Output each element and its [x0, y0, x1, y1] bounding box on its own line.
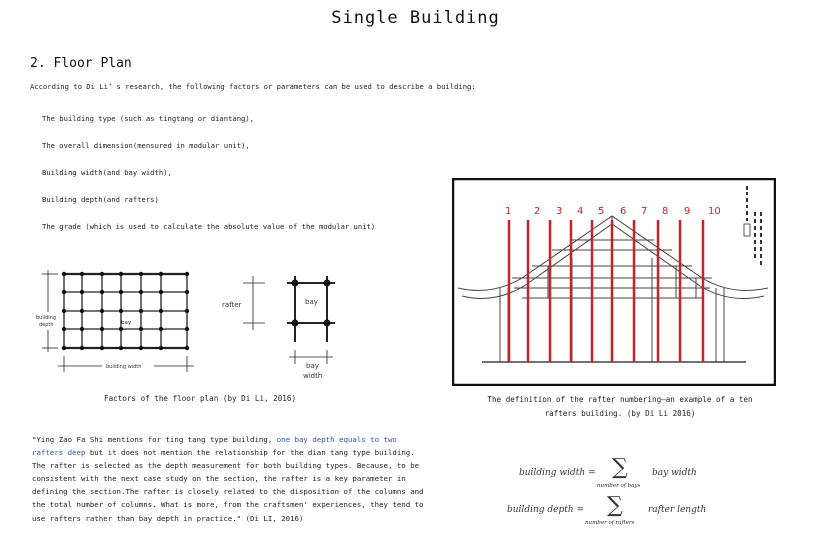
intro-text: According to Di Li’ s research, the following factors or parameters can be used to describe a building: [30, 82, 476, 91]
bay-label: bay [121, 320, 132, 326]
quote-part-1: "Ying Zao Fa Shi mentions for ting tang type building, [32, 435, 277, 444]
width-formula-rhs: bay width [652, 468, 697, 478]
rafter-number-8: 8 [662, 206, 669, 217]
factor-building-depth: Building depth(and rafters) [42, 195, 159, 204]
factor-building-type: The building type (such as tingtang or diantang), [42, 114, 255, 123]
bay-width-label-2: width [303, 372, 323, 380]
bay-label-2: bay [305, 298, 318, 306]
quote-part-2: but it does not mention the relationship for the dian tang type building. The rafter is selected as the depth measurement for both building types. Because, to be consistent with the next case study on the section, the rafter is a key parameter in defining the section.The rafter is closely related to the disposition of the columns and the total number of columns. What is more, from the craftsmen' experiences, they tend to use rafters rather than bay depth in practice." (Di LI, 2016) [32, 448, 424, 523]
rafter-number-10: 10 [708, 206, 721, 217]
floor-plan-caption: Factors of the floor plan (by Di Li, 2016) [104, 394, 297, 403]
depth-label-1: building [36, 315, 57, 321]
depth-label-2: depth [39, 322, 54, 328]
rafter-number-4: 4 [577, 206, 584, 217]
page-title: Single Building [331, 8, 500, 28]
factor-overall-dimension: The overall dimension(mensured in modular unit), [42, 141, 250, 150]
width-formula-subscript: number of bays [597, 483, 641, 489]
sum-icon: ∑ [612, 455, 628, 480]
rafter-number-6: 6 [620, 206, 627, 217]
width-label: building width [106, 364, 142, 370]
rafter-number-9: 9 [684, 206, 691, 217]
rafter-section-drawing [452, 178, 776, 386]
rafter-number-5: 5 [598, 206, 605, 217]
rafter-label: rafter [222, 301, 242, 309]
rafter-number-3: 3 [556, 206, 563, 217]
sum-icon: ∑ [607, 493, 623, 518]
section-caption: The definition of the rafter numbering—an example of a ten rafters building. (by Di Li 2016) [487, 395, 753, 418]
floor-plan-diagram [34, 266, 204, 382]
depth-formula-subscript: number of rafters [585, 520, 635, 526]
quote-highlight: one bay depth equals to two rafters deep [32, 435, 397, 458]
depth-formula-rhs: rafter length [648, 505, 707, 515]
bay-rafter-diagram [215, 266, 345, 384]
rafter-number-1: 1 [505, 206, 512, 217]
rafter-number-7: 7 [641, 206, 648, 217]
factor-building-width: Building width(and bay width), [42, 168, 172, 177]
factor-grade: The grade (which is used to calculate the absolute value of the modular unit) [42, 222, 376, 231]
width-formula-lhs: building width = [519, 468, 596, 478]
depth-formula-lhs: building depth = [507, 505, 585, 515]
section-heading: 2. Floor Plan [30, 56, 132, 71]
bay-width-label-1: bay [306, 362, 319, 370]
quote-paragraph [32, 433, 427, 525]
rafter-number-2: 2 [534, 206, 541, 217]
